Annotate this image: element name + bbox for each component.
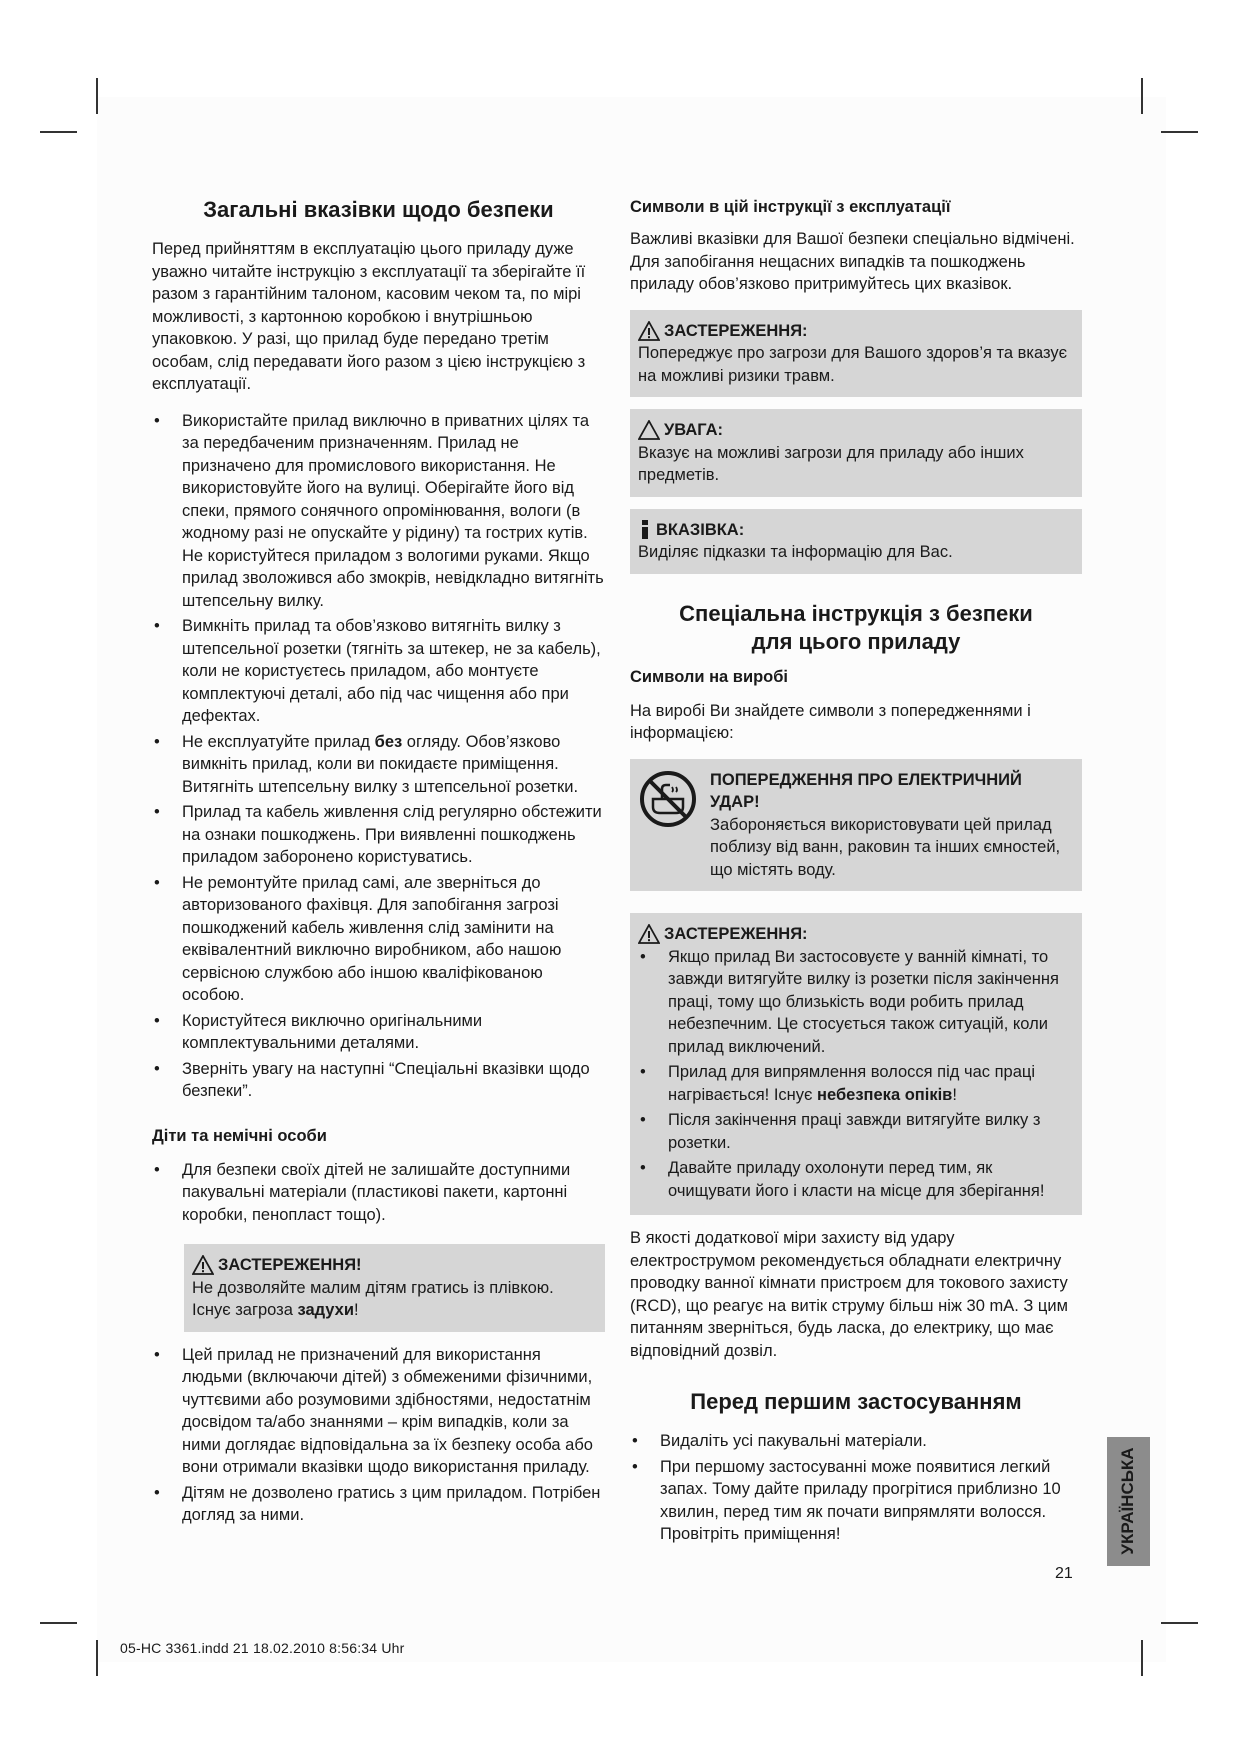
- warning-bullet: • Якщо прилад Ви застосовуєте у ванній кімнаті, то завжди витягуйте вилку із розетки після закінчення праці, тому що близькість води робить прилад небезпечним. Це стосується також ситуацій, коли прилад виключений.: [638, 946, 1068, 1059]
- special-safety-title: [630, 600, 1082, 656]
- children-bullet: • Дітям не дозволено гратись з цим приладом. Потрібен догляд за ними.: [152, 1482, 605, 1527]
- warning-triangle-icon: [192, 1255, 214, 1275]
- crop-mark: [96, 78, 98, 114]
- language-tab: [1107, 1437, 1150, 1566]
- safety-intro: Перед прийняттям в експлуатацію цього приладу дуже уважно читайте інструкцію з експлуатації та зберігайте її разом з гарантійним талоном, касовим чеком та, по мірі можливості, з картонною коробкою і внутрішньою упаковкою. У разі, що прилад буде передано третім особам, слід передавати його разом з цією інструкцією з експлуатації.: [152, 240, 586, 393]
- warning-box-2: [630, 913, 1082, 1215]
- box-heading: [638, 519, 1068, 542]
- product-symbols-title: Символи на виробі: [630, 667, 789, 686]
- crop-mark: [1161, 131, 1198, 133]
- no-bath-water-icon: [638, 769, 698, 829]
- box-heading-text: ЗАСТЕРЕЖЕННЯ:: [664, 925, 808, 943]
- box-text: Виділяє підказки та інформацію для Вас.: [638, 543, 953, 561]
- warning-bullet: • Давайте приладу охолонути перед тим, як очищувати його і класти на місце для зберігання!: [638, 1157, 1068, 1202]
- title-line: для цього приладу: [751, 628, 961, 654]
- bullet-text: Прилад для випрямлення волосся під час праці нагрівається! Існує: [668, 1063, 1036, 1104]
- electric-shock-box: [630, 759, 1082, 892]
- symbols-title: Символи в цій інструкції з експлуатації: [630, 198, 951, 216]
- right-column: [630, 196, 1082, 1560]
- bullet-emphasis: небезпека опіків: [817, 1085, 953, 1104]
- box-heading-text: УВАГА:: [664, 421, 723, 439]
- box-text-part: Існує загроза: [192, 1301, 298, 1319]
- box-text-emphasis: задухи: [297, 1301, 355, 1319]
- symbols-intro: Важливі вказівки для Вашої безпеки спеціально відмічені. Для запобігання нещасних випадків та пошкоджень приладу обов’язково притримуйтесь цих вказівок.: [630, 230, 1075, 293]
- note-box: [630, 509, 1082, 574]
- safety-bullet: • Зверніть увагу на наступні “Спеціальні вказівки щодо безпеки”.: [152, 1058, 605, 1103]
- box-text-part: !: [354, 1301, 359, 1319]
- child-warning-box: [184, 1244, 605, 1332]
- safety-bullet: • Не ремонтуйте прилад самі, але зверніться до авторизованого фахівця. Для запобігання загрозі пошкоджений кабель живлення слід замінити на еквівалентний виключно виробником, або нашою сервісною службою або іншою кваліфікованою особою.: [152, 872, 605, 1007]
- crop-mark: [1161, 1622, 1198, 1624]
- box-heading: [638, 419, 1068, 442]
- box-heading-text: ЗАСТЕРЕЖЕННЯ:: [664, 321, 808, 340]
- warning-triangle-icon: [638, 924, 660, 944]
- crop-mark: [1141, 78, 1143, 114]
- box-text: Не дозволяйте малим дітям гратись із плівкою.: [192, 1278, 554, 1297]
- safety-bullet: • Користуйтеся виключно оригінальними комплектувальними деталями.: [152, 1010, 605, 1055]
- safety-bullets: [152, 410, 605, 1103]
- warning-bullet: • Після закінчення праці завжди витягуйте вилку з розетки.: [638, 1109, 1068, 1154]
- bullet-emphasis: без: [374, 732, 403, 751]
- title-line: Спеціальна інструкція з безпеки: [679, 600, 1033, 626]
- print-footer: 05-HC 3361.indd 21 18.02.2010 8:56:34 Uhr: [120, 1640, 405, 1656]
- crop-mark: [96, 1640, 98, 1676]
- warning-bullet: [638, 1061, 1068, 1106]
- caution-box: [630, 409, 1082, 497]
- box-heading: [638, 320, 1068, 343]
- safety-bullet: • Прилад та кабель живлення слід регулярно обстежити на ознаки пошкоджень. При виявленні пошкоджень приладом заборонено користуватись.: [152, 801, 605, 869]
- warning-triangle-icon: [638, 321, 660, 341]
- box-text: Забороняється використовувати цей прилад поблизу від ванн, раковин та інших ємностей, що містять воду.: [710, 815, 1061, 879]
- safety-bullet: • Використайте прилад виключно в приватних цілях та за передбаченим призначенням. Прилад не призначено для промислового використання. Не використовуйте його на вулиці. Оберігайте його від спеки, прямого сонячного опромінювання, вологи (в жодному разі не опускайте у рідину) та гострих кутів. Не користуйтеся приладом з вологими руками. Якщо прилад зволожився або змокрів, невідкладно витягніть штепсельну вилку.: [152, 410, 605, 613]
- left-column: [152, 196, 605, 1541]
- info-icon: [638, 520, 652, 540]
- electric-box-content: [710, 769, 1068, 882]
- crop-mark: [1141, 1640, 1143, 1676]
- safety-title: Загальні вказівки щодо безпеки: [203, 197, 554, 222]
- children-bullet: • Цей прилад не призначений для використання людьми (включаючи дітей) з обмеженими фізичними, чуттєвими або розумовими здібностями, недостатнім досвідом та/або знаннями – крім випадків, коли за ними доглядає відповідальна за їх безпеку особа або вони отримали вказівки щодо використання приладу.: [152, 1344, 605, 1479]
- crop-mark: [40, 131, 77, 133]
- language-tab-label: УКРАЇНСЬКА: [1118, 1447, 1137, 1555]
- safety-bullet: [152, 731, 605, 799]
- box-text: [192, 1299, 591, 1322]
- box-heading: [192, 1254, 591, 1277]
- rcd-text: В якості додаткової міри захисту від удару електрострумом рекомендується обладнати електричну проводку ванної кімнати пристроєм для токового захисту (RCD), що реагує на витік струму більш ніж 30 mA. З цим питанням зверніться, будь ласка, до електрику, що має відповідний дозвіл.: [630, 1229, 1068, 1360]
- first-use-bullet: • Видаліть усі пакувальні матеріали.: [630, 1430, 1082, 1453]
- first-use-bullet: • При першому застосуванні може появитися легкий запах. Тому дайте приладу прогрітися приблизно 10 хвилин, перед тим як почати випрямляти волосся. Провітріть приміщення!: [630, 1456, 1082, 1546]
- bullet-text: !: [952, 1085, 957, 1104]
- product-symbols-text: На виробі Ви знайдете символи з попередженнями і інформацією:: [630, 701, 1031, 742]
- bullet-text: Не експлуатуйте прилад: [182, 732, 375, 751]
- safety-bullet: • Вимкніть прилад та обов’язково витягніть вилку з штепсельної розетки (тягніть за штекер, не за кабель), коли не користуєтесь приладом, або монтуєте комплектуючі деталі, або під час чищення або при дефектах.: [152, 615, 605, 728]
- bullet-text: огляду. Обов’язково вимкніть прилад, коли ви покидаєте приміщення. Витягніть штепсельну вилку з штепсельної розетки.: [182, 732, 579, 796]
- page-number: 21: [1055, 1565, 1073, 1582]
- first-use-bullets: [630, 1430, 1082, 1546]
- children-bullet: • Для безпеки своїх дітей не залишайте доступними пакувальні матеріали (пластикові пакети, картонні коробки, пенопласт тощо).: [152, 1159, 605, 1227]
- warning-bullets: [638, 946, 1068, 1203]
- box-heading-text: ВКАЗІВКА:: [656, 520, 745, 539]
- children-bullets: [152, 1159, 605, 1227]
- children-title: Діти та немічні особи: [152, 1126, 327, 1145]
- box-text: Вказує на можливі загрози для приладу або інших предметів.: [638, 443, 1024, 484]
- warning-box: [630, 310, 1082, 398]
- children-bullets-2: [152, 1344, 605, 1527]
- caution-triangle-icon: [638, 420, 660, 440]
- box-heading: [638, 923, 1068, 946]
- box-heading-text: ЗАСТЕРЕЖЕННЯ!: [218, 1256, 362, 1274]
- box-text: Попереджує про загрози для Вашого здоров’я та вказує на можливі ризики травм.: [638, 344, 1068, 385]
- box-heading-text: ПОПЕРЕДЖЕННЯ ПРО ЕЛЕКТРИЧНИЙ УДАР!: [710, 770, 1022, 811]
- crop-mark: [40, 1622, 77, 1624]
- first-use-title: Перед першим застосуванням: [690, 1389, 1022, 1414]
